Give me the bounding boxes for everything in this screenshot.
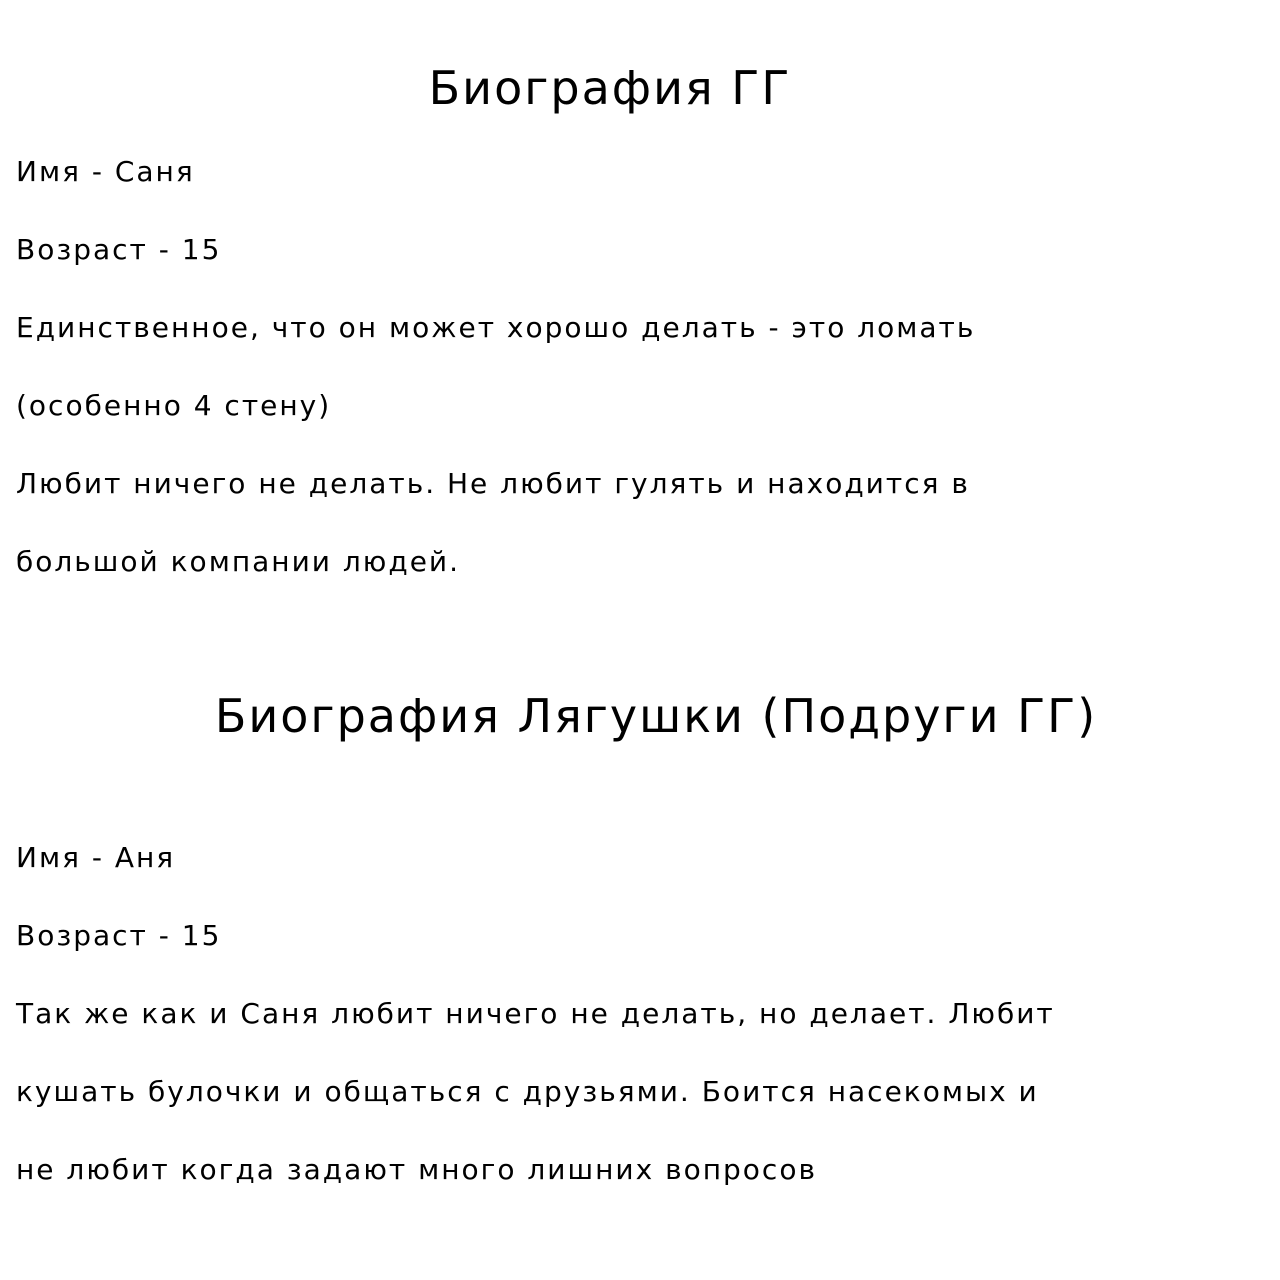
section2-description-line-3: не любит когда задают много лишних вопросов [16, 1153, 817, 1186]
section1-name-line: Имя - Саня [16, 155, 195, 188]
section1-description-line-4: большой компании людей. [16, 545, 461, 578]
section2-title: Биография Лягушки (Подруги ГГ) [214, 689, 1098, 743]
section1-description-line-2: (особенно 4 стену) [16, 389, 332, 422]
section2-age-line: Возраст - 15 [16, 919, 222, 952]
section1-age-line: Возраст - 15 [16, 233, 222, 266]
section2-name-line: Имя - Аня [16, 841, 176, 874]
section1-title: Биография ГГ [428, 61, 792, 115]
section1-description-line-1: Единственное, что он может хорошо делать - это ломать [16, 311, 976, 344]
section2-description-line-2: кушать булочки и общаться с друзьями. Боится насекомых и [16, 1075, 1039, 1108]
section2-description-line-1: Так же как и Саня любит ничего не делать, но делает. Любит [16, 997, 1055, 1030]
section1-description-line-3: Любит ничего не делать. Не любит гулять и находится в [16, 467, 970, 500]
